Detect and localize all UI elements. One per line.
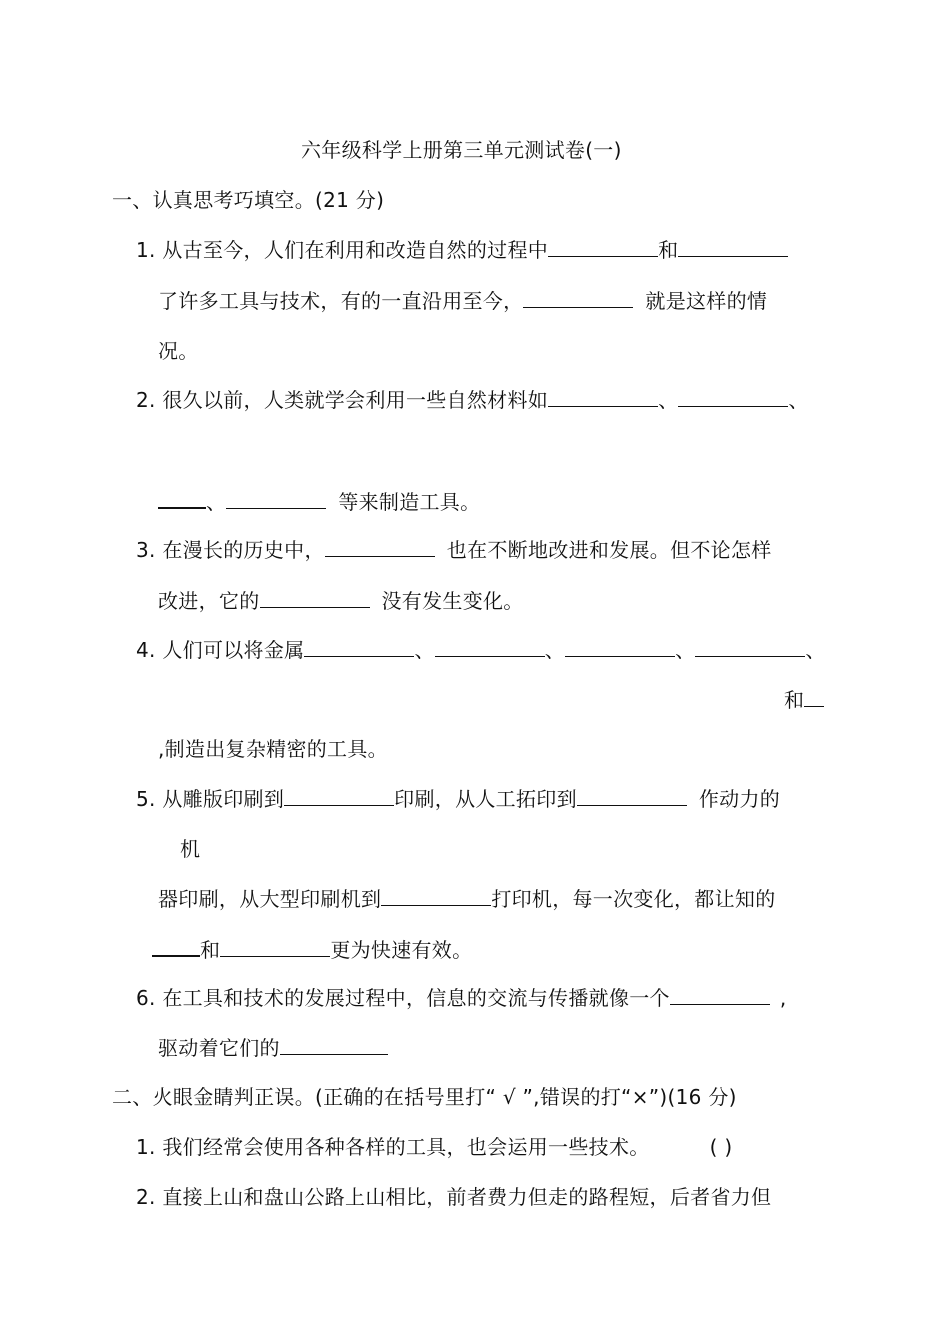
answer-blank[interactable] bbox=[695, 636, 805, 657]
question-1-line-3: 况。 bbox=[158, 339, 199, 363]
question-text: 印刷，从人工拓印到 bbox=[394, 787, 577, 811]
question-number: 4. bbox=[136, 638, 156, 662]
question-1-line-2 bbox=[158, 287, 767, 315]
separator: 、 bbox=[788, 388, 809, 412]
separator: 、 bbox=[544, 638, 566, 662]
question-text: 和 bbox=[658, 238, 679, 262]
question-number: 3. bbox=[136, 538, 156, 562]
question-4-line-1 bbox=[136, 636, 826, 664]
question-3-line-1 bbox=[136, 536, 772, 564]
answer-blank[interactable] bbox=[577, 785, 687, 806]
question-text: 直接上山和盘山公路上山相比，前者费力但走的路程短，后者省力但 bbox=[162, 1185, 772, 1209]
question-2-line-1 bbox=[136, 386, 809, 414]
question-text: 没有发生变化。 bbox=[381, 589, 524, 613]
answer-blank[interactable] bbox=[158, 487, 206, 509]
question-text: 在漫长的历史中， bbox=[162, 538, 325, 562]
answer-blank[interactable] bbox=[381, 885, 491, 906]
question-3-line-2 bbox=[158, 587, 524, 615]
question-text: 从古至今，人们在利用和改造自然的过程中 bbox=[162, 238, 549, 262]
question-text: 也在不断地改进和发展。但不论怎样 bbox=[446, 538, 772, 562]
question-5-line-4 bbox=[152, 935, 472, 964]
question-number: 5. bbox=[136, 787, 156, 811]
question-text: 很久以前，人类就学会利用一些自然材料如 bbox=[162, 388, 549, 412]
question-text: 器印刷，从大型印刷机到 bbox=[158, 887, 382, 911]
question-1-line-1 bbox=[136, 236, 788, 264]
judge-question-2 bbox=[136, 1183, 771, 1211]
answer-blank[interactable] bbox=[804, 686, 824, 707]
answer-blank[interactable] bbox=[325, 536, 435, 557]
answer-blank[interactable] bbox=[523, 287, 633, 308]
answer-blank[interactable] bbox=[548, 236, 658, 257]
judge-question-1 bbox=[136, 1133, 732, 1161]
question-5-line-1 bbox=[136, 785, 780, 813]
question-text: 在工具和技术的发展过程中，信息的交流与传播就像一个 bbox=[162, 986, 670, 1010]
answer-blank[interactable] bbox=[548, 386, 658, 407]
answer-blank[interactable] bbox=[260, 587, 370, 608]
answer-blank[interactable] bbox=[678, 236, 788, 257]
question-text: 从雕版印刷到 bbox=[162, 787, 285, 811]
question-text: 打印机，每一次变化，都让知的 bbox=[491, 887, 776, 911]
question-number: 2. bbox=[136, 1185, 156, 1209]
separator: 、 bbox=[675, 638, 696, 662]
question-text: 等来制造工具。 bbox=[338, 490, 481, 514]
answer-paren[interactable]: ( ) bbox=[709, 1135, 733, 1159]
question-number: 1. bbox=[136, 238, 156, 262]
question-4-line-3: ,制造出复杂精密的工具。 bbox=[158, 737, 388, 761]
question-6-line-2 bbox=[158, 1034, 388, 1062]
question-6-line-1 bbox=[136, 984, 787, 1012]
question-text: 更为快速有效。 bbox=[330, 938, 473, 962]
separator: 、 bbox=[805, 638, 826, 662]
question-text: , bbox=[779, 986, 787, 1010]
question-text: 和 bbox=[200, 938, 221, 962]
question-4-line-2 bbox=[784, 686, 824, 714]
question-5-line-3 bbox=[158, 885, 776, 913]
answer-blank[interactable] bbox=[280, 1034, 388, 1055]
question-text: 了许多工具与技术，有的一直沿用至今， bbox=[158, 289, 524, 313]
question-5-line-2: 机 bbox=[180, 837, 201, 861]
question-text: 就是这样的情 bbox=[645, 289, 768, 313]
page-title: 六年级科学上册第三单元测试卷(一) bbox=[301, 138, 622, 162]
answer-blank[interactable] bbox=[304, 636, 414, 657]
question-text: 我们经常会使用各种各样的工具，也会运用一些技术。 bbox=[162, 1135, 650, 1159]
question-number: 2. bbox=[136, 388, 156, 412]
question-number: 1. bbox=[136, 1135, 156, 1159]
section2-heading: 二、火眼金睛判正误。(正确的在括号里打“ √ ”,错误的打“×”)(16 分) bbox=[112, 1085, 737, 1109]
section1-heading: 一、认真思考巧填空。(21 分) bbox=[112, 188, 385, 212]
answer-blank[interactable] bbox=[565, 636, 675, 657]
answer-blank[interactable] bbox=[435, 636, 545, 657]
separator: 、 bbox=[414, 638, 435, 662]
separator: 、 bbox=[206, 490, 227, 514]
separator: 、 bbox=[658, 388, 679, 412]
question-2-line-2 bbox=[158, 487, 480, 516]
question-text: 驱动着它们的 bbox=[158, 1036, 280, 1060]
answer-blank[interactable] bbox=[670, 984, 770, 1005]
answer-blank[interactable] bbox=[284, 785, 394, 806]
question-number: 6. bbox=[136, 986, 156, 1010]
question-text: 人们可以将金属 bbox=[162, 638, 305, 662]
question-text: 作动力的 bbox=[698, 787, 781, 811]
answer-blank[interactable] bbox=[226, 488, 326, 509]
answer-blank[interactable] bbox=[220, 936, 330, 957]
question-text: 和 bbox=[784, 688, 805, 712]
answer-blank[interactable] bbox=[152, 935, 200, 957]
answer-blank[interactable] bbox=[678, 386, 788, 407]
question-text: 改进，它的 bbox=[158, 589, 260, 613]
